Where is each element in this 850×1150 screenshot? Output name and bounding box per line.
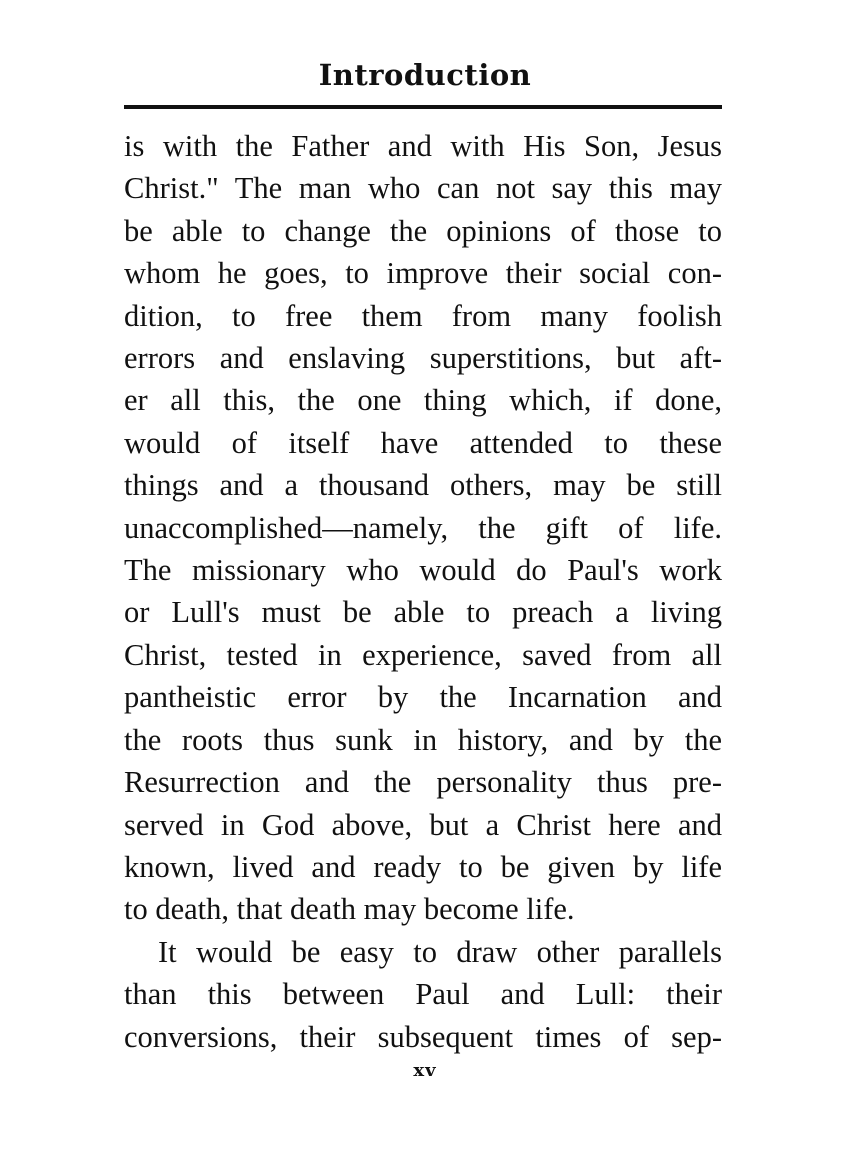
text-line: would of itself have attended to these — [124, 425, 722, 460]
text-line: pantheistic error by the Incarnation and — [124, 680, 722, 715]
paragraph — [124, 125, 722, 931]
text-line: or Lull's must be able to preach a living — [124, 595, 722, 630]
text-line: served in God above, but a Christ here and — [124, 807, 722, 842]
text-line: be able to change the opinions of those to — [124, 213, 722, 248]
text-line: It would be easy to draw other parallels — [158, 934, 722, 969]
text-line: whom he goes, to improve their social con- — [124, 256, 722, 291]
text-line: known, lived and ready to be given by life — [124, 849, 722, 884]
text-line: unaccomplished—namely, the gift of life. — [124, 510, 722, 545]
text-line: to death, that death may become life. — [124, 892, 575, 927]
paragraph — [124, 931, 722, 1058]
running-head-title: Introduction — [318, 58, 532, 92]
text-line: The missionary who would do Paul's work — [124, 553, 722, 588]
text-line: things and a thousand others, may be still — [124, 468, 722, 503]
text-line: er all this, the one thing which, if done, — [124, 383, 722, 418]
text-line: Resurrection and the personality thus pre- — [124, 765, 722, 800]
text-line: Christ, tested in experience, saved from all — [124, 637, 722, 672]
text-line: the roots thus sunk in history, and by the — [124, 722, 722, 757]
text-line: conversions, their subsequent times of sep- — [124, 1019, 722, 1054]
page-number: xv — [413, 1060, 437, 1081]
text-line: than this between Paul and Lull: their — [124, 977, 722, 1012]
text-line: errors and enslaving superstitions, but aft- — [124, 341, 722, 376]
text-line: Christ." The man who can not say this may — [124, 171, 722, 206]
text-line: is with the Father and with His Son, Jesus — [124, 129, 722, 163]
header-rule — [124, 105, 722, 109]
text-line: dition, to free them from many foolish — [124, 298, 722, 333]
body-text — [124, 125, 722, 1058]
